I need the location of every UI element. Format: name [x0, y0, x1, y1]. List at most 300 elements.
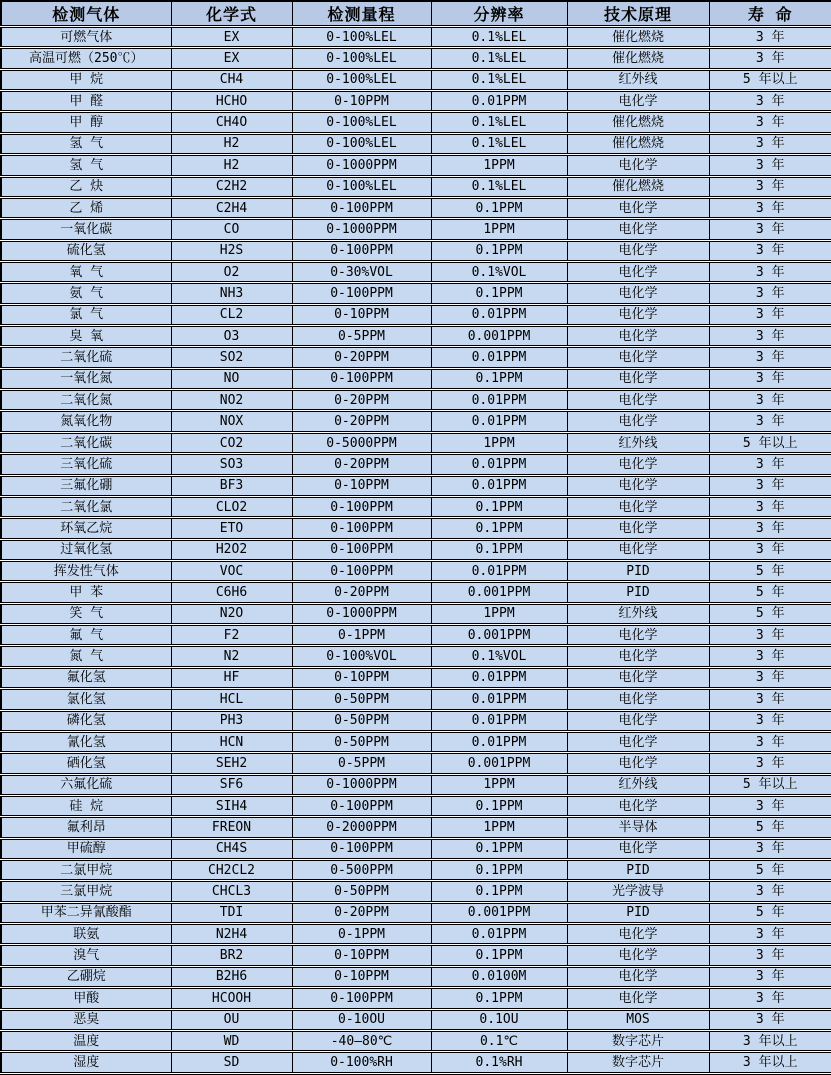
lifespan-cell: 3 年	[709, 48, 831, 69]
table-row	[1, 625, 831, 646]
range-cell: 0-100%VOL	[292, 646, 431, 667]
table-row	[1, 945, 831, 966]
resolution-cell: 1PPM	[431, 432, 567, 453]
gas-name-cell: 氯化氢	[1, 689, 171, 710]
table-row	[1, 155, 831, 176]
principle-cell: 电化学	[567, 411, 709, 432]
principle-cell: 电化学	[567, 368, 709, 389]
range-cell: -40—80℃	[292, 1030, 431, 1051]
lifespan-cell: 3 年	[709, 155, 831, 176]
table-row	[1, 219, 831, 240]
table-row	[1, 710, 831, 731]
principle-cell: 电化学	[567, 283, 709, 304]
principle-cell: 电化学	[567, 326, 709, 347]
range-cell: 0-500PPM	[292, 860, 431, 881]
resolution-cell: 0.1%RH	[431, 1052, 567, 1074]
resolution-cell: 0.01PPM	[431, 390, 567, 411]
resolution-cell: 0.1%LEL	[431, 48, 567, 69]
formula-cell: N2O	[171, 603, 292, 624]
gas-name-cell: 联氨	[1, 924, 171, 945]
gas-name-cell: 硫化氢	[1, 240, 171, 261]
range-cell: 0-50PPM	[292, 881, 431, 902]
range-cell: 0-20PPM	[292, 390, 431, 411]
range-cell: 0-1000PPM	[292, 155, 431, 176]
resolution-cell: 0.0100M	[431, 966, 567, 987]
formula-cell: O2	[171, 261, 292, 282]
range-cell: 0-100PPM	[292, 368, 431, 389]
table-row	[1, 689, 831, 710]
lifespan-cell: 3 年	[709, 475, 831, 496]
formula-cell: NH3	[171, 283, 292, 304]
lifespan-cell: 5 年	[709, 902, 831, 923]
table-row	[1, 646, 831, 667]
lifespan-cell: 5 年以上	[709, 774, 831, 795]
formula-cell: N2H4	[171, 924, 292, 945]
lifespan-cell: 3 年	[709, 240, 831, 261]
formula-cell: HF	[171, 667, 292, 688]
formula-cell: EX	[171, 27, 292, 48]
range-cell: 0-50PPM	[292, 710, 431, 731]
range-cell: 0-1000PPM	[292, 603, 431, 624]
range-cell: 0-100%RH	[292, 1052, 431, 1074]
table-row	[1, 518, 831, 539]
principle-cell: 电化学	[567, 518, 709, 539]
lifespan-cell: 3 年	[709, 667, 831, 688]
table-row	[1, 966, 831, 987]
range-cell: 0-100PPM	[292, 988, 431, 1009]
table-row	[1, 368, 831, 389]
lifespan-cell: 3 年	[709, 689, 831, 710]
table-row	[1, 432, 831, 453]
lifespan-cell: 3 年	[709, 176, 831, 197]
resolution-cell: 0.1PPM	[431, 539, 567, 560]
formula-cell: SIH4	[171, 795, 292, 816]
resolution-cell: 0.01PPM	[431, 924, 567, 945]
table-body	[1, 27, 831, 1074]
lifespan-cell: 3 年	[709, 27, 831, 48]
resolution-cell: 0.1PPM	[431, 838, 567, 859]
principle-cell: 电化学	[567, 91, 709, 112]
resolution-cell: 1PPM	[431, 219, 567, 240]
principle-cell: 电化学	[567, 496, 709, 517]
principle-cell: 红外线	[567, 774, 709, 795]
principle-cell: PID	[567, 902, 709, 923]
principle-cell: 电化学	[567, 753, 709, 774]
range-cell: 0-10PPM	[292, 667, 431, 688]
resolution-cell: 0.1PPM	[431, 945, 567, 966]
table-row	[1, 411, 831, 432]
gas-name-cell: 乙 炔	[1, 176, 171, 197]
range-cell: 0-5000PPM	[292, 432, 431, 453]
table-row	[1, 91, 831, 112]
principle-cell: PID	[567, 860, 709, 881]
gas-name-cell: 温度	[1, 1030, 171, 1051]
lifespan-cell: 3 年	[709, 753, 831, 774]
resolution-cell: 1PPM	[431, 603, 567, 624]
range-cell: 0-100%LEL	[292, 69, 431, 90]
lifespan-cell: 3 年	[709, 454, 831, 475]
formula-cell: OU	[171, 1009, 292, 1030]
gas-name-cell: 甲 醛	[1, 91, 171, 112]
gas-name-cell: 硅 烷	[1, 795, 171, 816]
resolution-cell: 0.1OU	[431, 1009, 567, 1030]
column-header-3: 检测量程	[292, 1, 431, 27]
table-row	[1, 283, 831, 304]
formula-cell: CO2	[171, 432, 292, 453]
principle-cell: 催化燃烧	[567, 48, 709, 69]
range-cell: 0-10PPM	[292, 966, 431, 987]
range-cell: 0-100%LEL	[292, 176, 431, 197]
lifespan-cell: 5 年以上	[709, 69, 831, 90]
gas-name-cell: 二氧化氯	[1, 496, 171, 517]
lifespan-cell: 3 年	[709, 347, 831, 368]
resolution-cell: 0.01PPM	[431, 91, 567, 112]
lifespan-cell: 5 年	[709, 560, 831, 581]
principle-cell: 电化学	[567, 646, 709, 667]
gas-name-cell: 氟利昂	[1, 817, 171, 838]
table-row	[1, 731, 831, 752]
formula-cell: CH4O	[171, 112, 292, 133]
lifespan-cell: 5 年	[709, 603, 831, 624]
resolution-cell: 0.001PPM	[431, 625, 567, 646]
formula-cell: SF6	[171, 774, 292, 795]
gas-name-cell: 一氧化氮	[1, 368, 171, 389]
range-cell: 0-100PPM	[292, 496, 431, 517]
principle-cell: 红外线	[567, 432, 709, 453]
formula-cell: B2H6	[171, 966, 292, 987]
lifespan-cell: 3 年	[709, 133, 831, 154]
formula-cell: H2S	[171, 240, 292, 261]
gas-name-cell: 氧 气	[1, 261, 171, 282]
resolution-cell: 0.1PPM	[431, 881, 567, 902]
principle-cell: 电化学	[567, 197, 709, 218]
formula-cell: CLO2	[171, 496, 292, 517]
gas-name-cell: 甲苯二异氰酸酯	[1, 902, 171, 923]
resolution-cell: 0.1PPM	[431, 988, 567, 1009]
table-row	[1, 1009, 831, 1030]
table-row	[1, 48, 831, 69]
table-row	[1, 795, 831, 816]
principle-cell: 电化学	[567, 475, 709, 496]
table-row	[1, 603, 831, 624]
lifespan-cell: 3 年	[709, 710, 831, 731]
principle-cell: 数字芯片	[567, 1052, 709, 1074]
formula-cell: TDI	[171, 902, 292, 923]
column-header-5: 技术原理	[567, 1, 709, 27]
formula-cell: CO	[171, 219, 292, 240]
range-cell: 0-5PPM	[292, 326, 431, 347]
lifespan-cell: 3 年	[709, 646, 831, 667]
formula-cell: BF3	[171, 475, 292, 496]
principle-cell: 电化学	[567, 689, 709, 710]
table-row	[1, 539, 831, 560]
resolution-cell: 0.01PPM	[431, 731, 567, 752]
lifespan-cell: 3 年	[709, 411, 831, 432]
formula-cell: NOX	[171, 411, 292, 432]
range-cell: 0-30%VOL	[292, 261, 431, 282]
lifespan-cell: 3 年	[709, 219, 831, 240]
principle-cell: MOS	[567, 1009, 709, 1030]
lifespan-cell: 3 年	[709, 368, 831, 389]
lifespan-cell: 5 年	[709, 817, 831, 838]
resolution-cell: 0.01PPM	[431, 689, 567, 710]
range-cell: 0-50PPM	[292, 731, 431, 752]
principle-cell: 电化学	[567, 390, 709, 411]
principle-cell: 电化学	[567, 966, 709, 987]
formula-cell: NO2	[171, 390, 292, 411]
lifespan-cell: 5 年以上	[709, 432, 831, 453]
lifespan-cell: 3 年	[709, 625, 831, 646]
lifespan-cell: 3 年	[709, 539, 831, 560]
lifespan-cell: 3 年以上	[709, 1052, 831, 1074]
lifespan-cell: 3 年	[709, 283, 831, 304]
principle-cell: 电化学	[567, 731, 709, 752]
table-row	[1, 326, 831, 347]
range-cell: 0-20PPM	[292, 454, 431, 475]
resolution-cell: 0.001PPM	[431, 753, 567, 774]
header-row	[1, 1, 831, 27]
gas-name-cell: 硒化氢	[1, 753, 171, 774]
resolution-cell: 0.1PPM	[431, 860, 567, 881]
table-row	[1, 860, 831, 881]
table-row	[1, 27, 831, 48]
resolution-cell: 0.1PPM	[431, 368, 567, 389]
table-row	[1, 902, 831, 923]
lifespan-cell: 3 年	[709, 390, 831, 411]
formula-cell: HCHO	[171, 91, 292, 112]
formula-cell: C2H4	[171, 197, 292, 218]
formula-cell: CH4S	[171, 838, 292, 859]
lifespan-cell: 3 年	[709, 112, 831, 133]
gas-name-cell: 磷化氢	[1, 710, 171, 731]
column-header-2: 化学式	[171, 1, 292, 27]
principle-cell: 半导体	[567, 817, 709, 838]
range-cell: 0-20PPM	[292, 582, 431, 603]
gas-name-cell: 三氯甲烷	[1, 881, 171, 902]
formula-cell: F2	[171, 625, 292, 646]
range-cell: 0-10PPM	[292, 945, 431, 966]
gas-name-cell: 高温可燃（250℃）	[1, 48, 171, 69]
principle-cell: 电化学	[567, 347, 709, 368]
gas-name-cell: 环氧乙烷	[1, 518, 171, 539]
gas-name-cell: 二氧化碳	[1, 432, 171, 453]
table-row	[1, 69, 831, 90]
lifespan-cell: 3 年以上	[709, 1030, 831, 1051]
range-cell: 0-100%LEL	[292, 133, 431, 154]
resolution-cell: 1PPM	[431, 817, 567, 838]
principle-cell: 电化学	[567, 795, 709, 816]
principle-cell: 光学波导	[567, 881, 709, 902]
table-row	[1, 304, 831, 325]
gas-name-cell: 氯 气	[1, 304, 171, 325]
principle-cell: 数字芯片	[567, 1030, 709, 1051]
table-row	[1, 924, 831, 945]
resolution-cell: 0.1%VOL	[431, 646, 567, 667]
table-row	[1, 881, 831, 902]
lifespan-cell: 3 年	[709, 91, 831, 112]
lifespan-cell: 3 年	[709, 326, 831, 347]
lifespan-cell: 3 年	[709, 261, 831, 282]
formula-cell: ETO	[171, 518, 292, 539]
range-cell: 0-20PPM	[292, 411, 431, 432]
gas-name-cell: 湿度	[1, 1052, 171, 1074]
resolution-cell: 0.1%LEL	[431, 27, 567, 48]
lifespan-cell: 3 年	[709, 881, 831, 902]
range-cell: 0-1000PPM	[292, 219, 431, 240]
formula-cell: H2	[171, 155, 292, 176]
lifespan-cell: 3 年	[709, 518, 831, 539]
gas-name-cell: 氢 气	[1, 133, 171, 154]
gas-name-cell: 氮 气	[1, 646, 171, 667]
formula-cell: SEH2	[171, 753, 292, 774]
principle-cell: 电化学	[567, 625, 709, 646]
gas-name-cell: 氢 气	[1, 155, 171, 176]
range-cell: 0-20PPM	[292, 347, 431, 368]
resolution-cell: 0.01PPM	[431, 560, 567, 581]
range-cell: 0-100PPM	[292, 838, 431, 859]
column-header-4: 分辨率	[431, 1, 567, 27]
gas-name-cell: 恶臭	[1, 1009, 171, 1030]
resolution-cell: 0.01PPM	[431, 475, 567, 496]
resolution-cell: 0.1PPM	[431, 795, 567, 816]
table-row	[1, 582, 831, 603]
range-cell: 0-50PPM	[292, 689, 431, 710]
principle-cell: 电化学	[567, 667, 709, 688]
formula-cell: N2	[171, 646, 292, 667]
lifespan-cell: 3 年	[709, 731, 831, 752]
formula-cell: BR2	[171, 945, 292, 966]
lifespan-cell: 3 年	[709, 795, 831, 816]
range-cell: 0-10PPM	[292, 91, 431, 112]
resolution-cell: 0.1℃	[431, 1030, 567, 1051]
resolution-cell: 0.01PPM	[431, 411, 567, 432]
table-row	[1, 261, 831, 282]
resolution-cell: 0.1%LEL	[431, 112, 567, 133]
gas-name-cell: 三氟化硼	[1, 475, 171, 496]
gas-name-cell: 甲 苯	[1, 582, 171, 603]
lifespan-cell: 3 年	[709, 197, 831, 218]
formula-cell: CHCL3	[171, 881, 292, 902]
table-row	[1, 454, 831, 475]
gas-name-cell: 溴气	[1, 945, 171, 966]
resolution-cell: 0.1PPM	[431, 240, 567, 261]
table-row	[1, 560, 831, 581]
resolution-cell: 0.1%LEL	[431, 69, 567, 90]
table-row	[1, 988, 831, 1009]
principle-cell: 电化学	[567, 710, 709, 731]
principle-cell: 电化学	[567, 155, 709, 176]
gas-name-cell: 三氧化硫	[1, 454, 171, 475]
formula-cell: EX	[171, 48, 292, 69]
table-row	[1, 112, 831, 133]
formula-cell: SD	[171, 1052, 292, 1074]
resolution-cell: 1PPM	[431, 774, 567, 795]
principle-cell: 催化燃烧	[567, 27, 709, 48]
resolution-cell: 0.1%LEL	[431, 176, 567, 197]
range-cell: 0-1000PPM	[292, 774, 431, 795]
resolution-cell: 0.1PPM	[431, 197, 567, 218]
gas-name-cell: 甲 烷	[1, 69, 171, 90]
resolution-cell: 0.001PPM	[431, 582, 567, 603]
formula-cell: H2O2	[171, 539, 292, 560]
lifespan-cell: 3 年	[709, 945, 831, 966]
principle-cell: 红外线	[567, 603, 709, 624]
lifespan-cell: 5 年	[709, 582, 831, 603]
range-cell: 0-1PPM	[292, 625, 431, 646]
table-row	[1, 1052, 831, 1074]
table-row	[1, 475, 831, 496]
principle-cell: 电化学	[567, 988, 709, 1009]
resolution-cell: 0.1PPM	[431, 283, 567, 304]
range-cell: 0-10PPM	[292, 475, 431, 496]
range-cell: 0-10PPM	[292, 304, 431, 325]
range-cell: 0-100%LEL	[292, 27, 431, 48]
gas-name-cell: 氰化氢	[1, 731, 171, 752]
table-row	[1, 197, 831, 218]
range-cell: 0-100PPM	[292, 197, 431, 218]
table-row	[1, 838, 831, 859]
gas-name-cell: 氟 气	[1, 625, 171, 646]
resolution-cell: 0.001PPM	[431, 326, 567, 347]
gas-name-cell: 挥发性气体	[1, 560, 171, 581]
range-cell: 0-100%LEL	[292, 48, 431, 69]
principle-cell: 电化学	[567, 924, 709, 945]
principle-cell: 电化学	[567, 219, 709, 240]
table-row	[1, 1030, 831, 1051]
range-cell: 0-100PPM	[292, 283, 431, 304]
formula-cell: CH2CL2	[171, 860, 292, 881]
gas-name-cell: 乙 烯	[1, 197, 171, 218]
principle-cell: PID	[567, 582, 709, 603]
range-cell: 0-20PPM	[292, 902, 431, 923]
gas-name-cell: 甲硫醇	[1, 838, 171, 859]
principle-cell: 电化学	[567, 261, 709, 282]
formula-cell: NO	[171, 368, 292, 389]
resolution-cell: 0.1%LEL	[431, 133, 567, 154]
principle-cell: 电化学	[567, 304, 709, 325]
gas-name-cell: 一氧化碳	[1, 219, 171, 240]
range-cell: 0-100PPM	[292, 539, 431, 560]
range-cell: 0-100PPM	[292, 795, 431, 816]
column-header-1: 检测气体	[1, 1, 171, 27]
principle-cell: 催化燃烧	[567, 176, 709, 197]
range-cell: 0-5PPM	[292, 753, 431, 774]
table-row	[1, 817, 831, 838]
formula-cell: HCN	[171, 731, 292, 752]
gas-name-cell: 甲 醇	[1, 112, 171, 133]
formula-cell: CH4	[171, 69, 292, 90]
range-cell: 0-100PPM	[292, 240, 431, 261]
gas-name-cell: 笑 气	[1, 603, 171, 624]
column-header-6: 寿 命	[709, 1, 831, 27]
table-row	[1, 390, 831, 411]
resolution-cell: 0.1%VOL	[431, 261, 567, 282]
table-row	[1, 176, 831, 197]
principle-cell: 催化燃烧	[567, 133, 709, 154]
resolution-cell: 0.01PPM	[431, 667, 567, 688]
gas-name-cell: 过氧化氢	[1, 539, 171, 560]
table-row	[1, 667, 831, 688]
gas-name-cell: 二氧化硫	[1, 347, 171, 368]
lifespan-cell: 3 年	[709, 496, 831, 517]
principle-cell: 电化学	[567, 240, 709, 261]
resolution-cell: 0.01PPM	[431, 347, 567, 368]
principle-cell: 电化学	[567, 838, 709, 859]
formula-cell: H2	[171, 133, 292, 154]
range-cell: 0-100PPM	[292, 518, 431, 539]
formula-cell: HCL	[171, 689, 292, 710]
formula-cell: SO2	[171, 347, 292, 368]
